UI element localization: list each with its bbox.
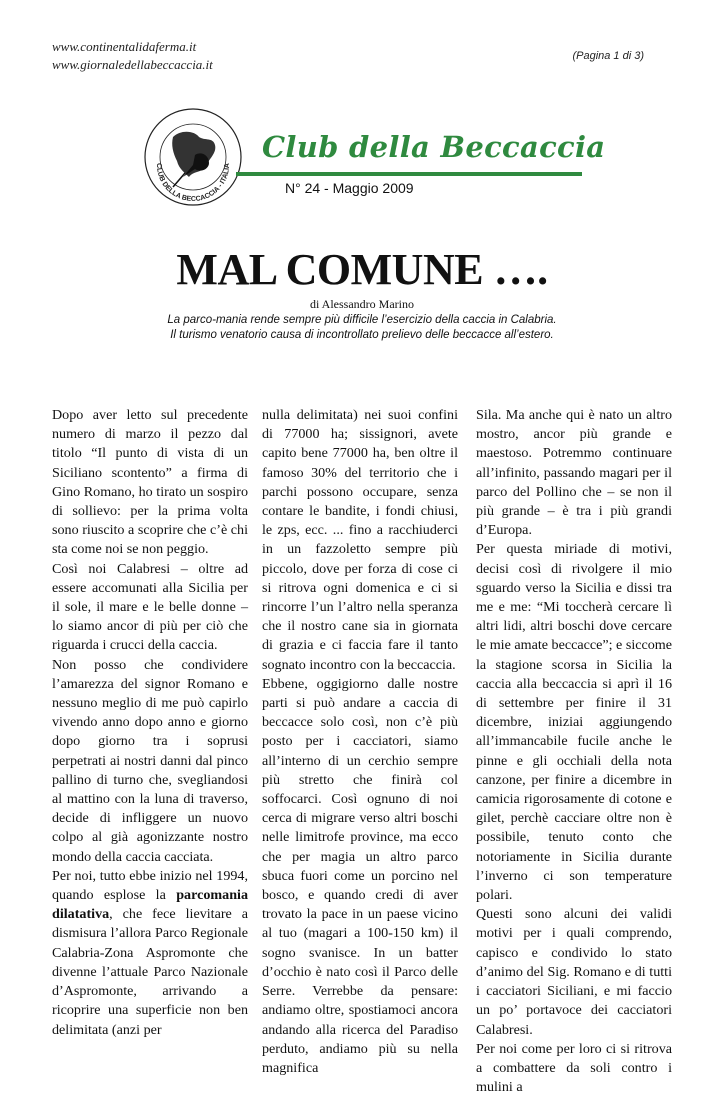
paragraph (52, 867, 248, 1040)
article-title: MAL COMUNE …. (176, 245, 548, 294)
paragraph: Sila. Ma anche qui è nato un altro mostro, ancor più grande e maestoso. Potremmo continuare all’infinito, passando magari per il parco del Pollino che – se non il più grande – è tra i più grandi d’Europa. (476, 407, 672, 539)
subtitle-line-2: Il turismo venatorio causa di incontrollato prelievo delle beccacce all’estero. (170, 329, 554, 341)
issue-number: N° 24 - Maggio 2009 (285, 180, 414, 196)
article-column-2 (262, 406, 458, 1078)
url-continentali[interactable]: www.continentalidaferma.it (52, 39, 197, 54)
club-name: Club della Beccaccia (262, 130, 606, 164)
paragraph: Per questa miriade di motivi, decisi così di rivolgere il mio sguardo verso la Sicilia e dissi tra me e me: “Mi toccherà cercare lì altri lidi, altri boschi dove cercare le mie amate beccacce”; e siccome la stagione scorsa in Sicilia la caccia alla beccaccia si aprì il 16 di settembre per finire il 31 dicembre, iniziai aggiungendo all’immancabile fucile anche le pinne e gli occhiali della nota canzone, per finire a dicembre in camicia rigorosamente di cotone e gilet, perchè cacciare oltre non è possibile, tenuto conto che notoriamente in Sicilia durante l’inverno ci son temperature polari. (476, 541, 673, 904)
paragraph: nulla delimitata) nei suoi confini di 77000 ha; sissignori, avete capito bene 77000 ha, ben oltre il famoso 30% del territorio che i parchi possono occupare, senza contare le bandite, i fondi chiusi, le zps, ecc. ... fino a racchiuderci in un fazzoletto sempre più piccolo, dove per forza di cose ci si ritrova ogni domenica e ci si rincorre l’un l’altro nella speranza che il nostro cane sia in giornata di grazia e ci faccia fare il tanto sognato incontro con la beccaccia. (262, 407, 458, 673)
text-run: , che fece lievitare a dismisura l’allora Parco Regionale Calabria-Zona Aspromonte che divenne l’attuale Parco Nazionale d’Aspromonte, arrivando a ricoprire una superficie non ben delimitata (anzi per (52, 906, 248, 1038)
paragraph: Non posso che condividere l’amarezza del signor Romano e nessuno meglio di me può capirlo vivendo anno dopo anno e giorno dopo giorno tra i soprusi perpetrati ai nostri danni dal pinco pallino di turno che, svegliandosi al mattino con la luna di traverso, decide di infliggere un nuovo colpo al già agonizzante nostro mondo della caccia cacciata. (52, 656, 248, 865)
paragraph: Dopo aver letto sul precedente numero di marzo il pezzo dal titolo “Il punto di vista di un Siciliano scontento” a firma di Gino Romano, ho tirato un sospiro di sollievo: per la prima volta sono riuscito a scoprire che c’è chi sta come noi se non peggio. (52, 407, 248, 558)
page-number: (Pagina 1 di 3) (572, 50, 644, 62)
article-column-3 (476, 406, 672, 1097)
website-urls (52, 38, 213, 74)
article-column-1 (52, 406, 248, 1040)
article-subtitle (0, 313, 724, 343)
green-rule (236, 172, 582, 176)
paragraph: Ebbene, oggigiorno dalle nostre parti si può andare a caccia di beccacce solo così, non c’è più posto per i cacciatori, siamo all’interno di un cerchio sempre più stretto che finirà col soffocarci. Così ognuno di noi cerca di migrare verso altri boschi nelle limitrofe province, ma ecco che per magia un altro parco sbuca fuori come un porcino nel bosco, e quando credi di aver trovato la pace in un paese vicino al tuo (magari a 100-150 km) il sogno svanisce. In un batter d’occhio è nato così il Parco delle Serre. Verrebbe da pensare: andiamo oltre, spostiamoci ancora andando alla ricerca del Paradiso perduto, andiamo più su nella magnifica (262, 675, 458, 1076)
bold-term: parcomania dilatativa (52, 887, 248, 923)
club-logo (143, 107, 243, 207)
svg-text:CLUB DELLA BECCACCIA - ITALIA: CLUB DELLA BECCACCIA - ITALIA (154, 163, 232, 204)
article-byline: di Alessandro Marino (310, 297, 414, 311)
url-giornale[interactable]: www.giornaledellabeccaccia.it (52, 57, 213, 72)
text-run: Per noi, tutto ebbe inizio nel 1994, quando esplose la (52, 867, 248, 904)
paragraph: Per noi come per loro ci si ritrova a combattere da soli contro i mulini a (476, 1040, 672, 1096)
subtitle-line-1: La parco-mania rende sempre più difficile l’esercizio della caccia in Calabria. (167, 314, 557, 326)
paragraph: Questi sono alcuni dei validi motivi per i quali comprendo, capisco e condivido lo stato d’animo del Sig. Romano e di tutti i cacciatori Siciliani, e mi faccio un po’ portavoce dei cacciatori Calabresi. (476, 906, 672, 1038)
paragraph: Così noi Calabresi – oltre ad essere accomunati alla Sicilia per il sole, il mare e le belle donne – lo siamo ancor di più per ciò che riguarda i crucci della caccia. (52, 560, 248, 654)
